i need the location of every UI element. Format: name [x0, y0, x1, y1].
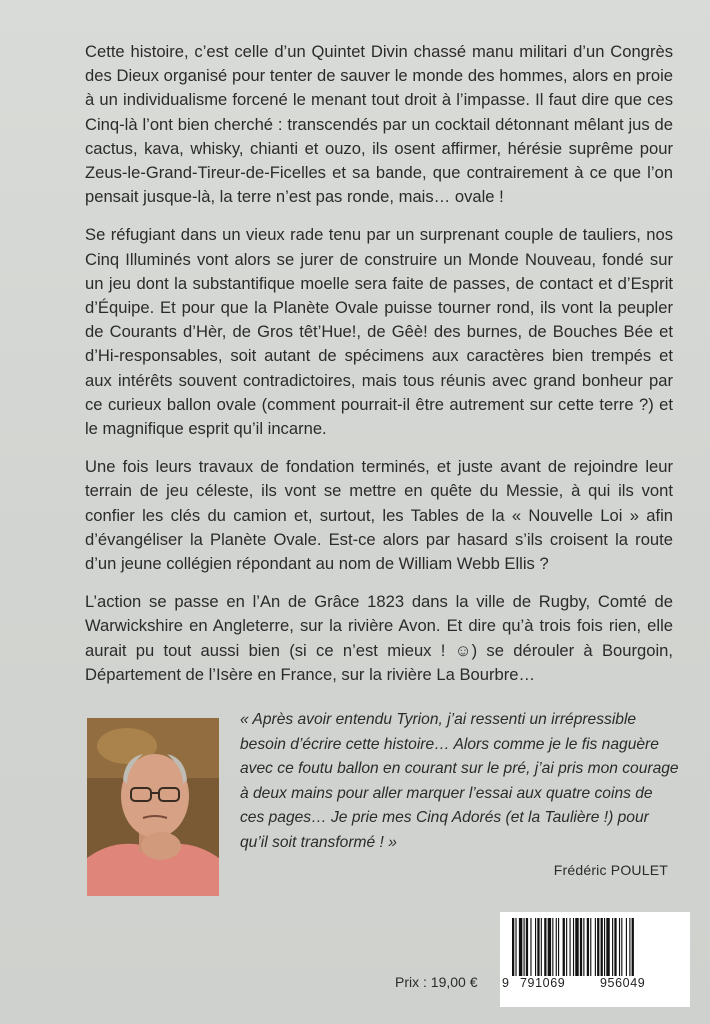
isbn-group-1: 791069	[520, 976, 566, 990]
paragraph-3: Une fois leurs travaux de fondation terminés, et juste avant de rejoindre leur terrain de jeu céleste, ils vont se mettre en quête du Messie, à qui ils vont confier les clés du camion et, surtout, les Tables de la « Nouvelle Loi » afin d’évangéliser la Planète Ovale. Est-ce alors par hasard s’ils croisent la route d’un jeune collégien répondant au nom de William Webb Ellis ?	[85, 457, 673, 574]
barcode-icon	[512, 918, 678, 976]
paragraph-4: L’action se passe en l’An de Grâce 1823 dans la ville de Rugby, Comté de Warwickshire en Angleterre, sur la rivière Avon. Et dire qu’à trois fois rien, elle aurait pu tout aussi bien (si ce n’est mieux ! ☺) se dérouler à Bourgoin, Département de l’Isère en France, sur la rivière La Bourbre…	[85, 592, 673, 684]
author-photo	[87, 718, 219, 896]
paragraph-2: Se réfugiant dans un vieux rade tenu par un surprenant couple de tauliers, nos Cinq Illuminés vont alors se jurer de construire un Monde Nouveau, fondé sur un jeu dont la substantifique moelle sera faite de passes, de contact et d’Esprit d’Équipe. Et pour que la Planète Ovale puisse tourner rond, ils vont la peupler de Courants d’Hèr, de Gros têt’Hue!, de Gêè! des burnes, de Bouches Bée et d’Hi-responsables, soit autant de spécimens aux caractères bien trempés et aux intérêts souvent contradictoires, mais tous réunis avec grand bonheur par ce curieux ballon ovale (comment pourrait-il être autrement sur cette terre ?) et le magnifique esprit qu’il incarne.	[85, 225, 673, 439]
isbn-first-digit: 9	[502, 976, 510, 990]
price: Prix : 19,00 €	[395, 974, 478, 990]
barcode	[500, 912, 690, 1007]
synopsis	[85, 40, 673, 701]
author-quote: « Après avoir entendu Tyrion, j’ai ressenti un irrépressible besoin d’écrire cette histoire… Alors comme je le fis naguère avec ce foutu ballon en courant sur le pré, j’ai pris mon courage à deux mains pour aller marquer l’essai aux quatre coins de ces pages… Je prie mes Cinq Adorés (et la Taulière !) pour qu’il soit transformé ! »	[240, 711, 679, 851]
isbn-group-2: 956049	[600, 976, 646, 990]
paragraph-1: Cette histoire, c’est celle d’un Quintet Divin chassé manu militari d’un Congrès des Dieux organisé pour tenter de sauver le monde des hommes, alors en proie à un individualisme forcené le menant tout droit à l’impasse. Il faut dire que ces Cinq-là l’ont bien cherché : transcendés par un cocktail détonnant mêlant jus de cactus, kava, whisky, chianti et ouzo, ils osent affirmer, hérésie suprême pour Zeus-le-Grand-Tireur-de-Ficelles et sa bande, que contrairement à ce que l’on pensait jusque-là, la terre n’est pas ronde, mais… ovale !	[85, 42, 673, 207]
author-name: Frédéric POULET	[553, 862, 668, 878]
